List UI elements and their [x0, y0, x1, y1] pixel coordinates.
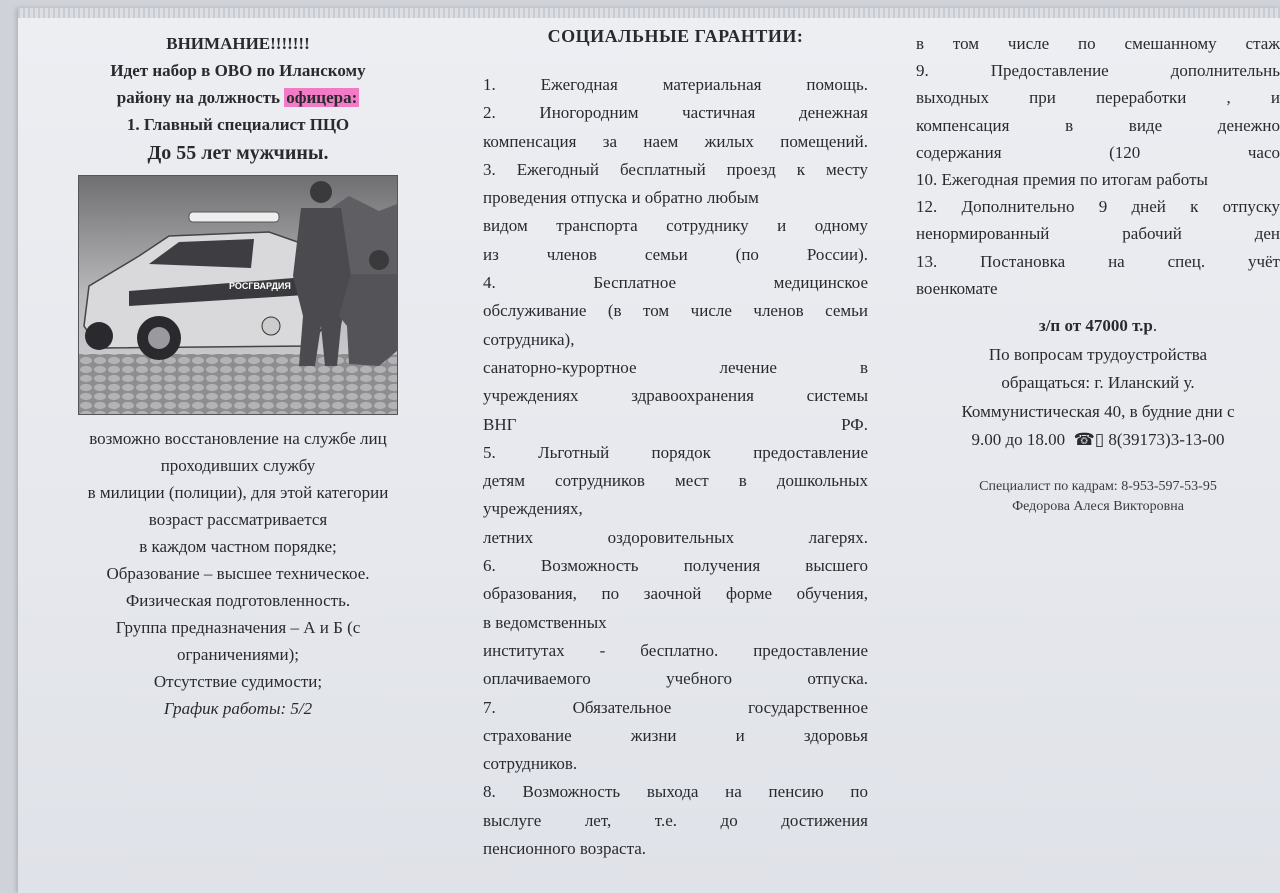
list-line: 7. Обязательное государственное	[483, 697, 868, 717]
recruit-line: Идет набор в ОВО по Иланскому	[110, 61, 366, 80]
hr-name: Федорова Алеся Викторовна	[1012, 498, 1184, 514]
list-line: учреждениях,	[483, 499, 583, 519]
office-hours: 9.00 до 18.00	[971, 430, 1066, 450]
work-schedule: График работы: 5/2	[163, 699, 313, 718]
list-line: 5. Льготный порядок предоставление	[483, 442, 868, 462]
body-line: в милиции (полиции), для этой категории	[87, 483, 389, 502]
list-line: обслуживание (в том числе членов семьи	[483, 301, 868, 321]
hours-phone-line: 9.00 до 18.00 ☎▯ 8(39173)3-13-00	[971, 430, 1225, 450]
list-line: компенсация за наем жилых помещений.	[483, 131, 868, 151]
body-line: возраст рассматривается	[148, 510, 328, 529]
contact-line: По вопросам трудоустройства	[988, 344, 1208, 364]
body-line: Группа предназначения – А и Б (с	[115, 618, 361, 637]
list-line: оплачиваемого учебного отпуска.	[483, 669, 868, 689]
list-line: военкомате	[916, 278, 998, 298]
list-line: компенсация в виде денежно	[916, 115, 1280, 135]
list-line: 1. Ежегодная материальная помощь.	[483, 75, 868, 94]
list-line: летних оздоровительных лагерях.	[483, 527, 868, 547]
salary-amount: з/п от 47000 т.р	[1038, 316, 1153, 336]
guarantees-title: СОЦИАЛЬНЫЕ ГАРАНТИИ:	[547, 26, 804, 46]
hr-contact	[916, 477, 1280, 517]
list-line: детям сотрудников мест в дошкольных	[483, 471, 868, 491]
left-column	[48, 30, 428, 722]
list-line: образования, по заочной форме обучения,	[483, 584, 868, 604]
list-line: видом транспорта сотруднику и одному	[483, 216, 868, 236]
body-line: Образование – высшее техническое.	[106, 564, 370, 583]
list-line: из членов семьи (по России).	[483, 244, 868, 264]
phone-number: 8(39173)3-13-00	[1108, 430, 1225, 450]
list-line: 3. Ежегодный бесплатный проезд к месту	[483, 159, 868, 179]
list-line: выслуге лет, т.е. до достижения	[483, 810, 868, 830]
list-line: проведения отпуска и обратно любым	[483, 188, 759, 208]
job-title: 1. Главный специалист ПЦО	[126, 115, 350, 134]
salary-line	[916, 312, 1280, 341]
list-line: ненормированный рабочий ден	[916, 224, 1280, 244]
contact-block	[916, 341, 1280, 455]
right-column	[916, 8, 1280, 517]
list-line: сотрудника),	[483, 329, 575, 349]
guarantees-continued	[916, 30, 1280, 302]
body-line: возможно восстановление на службе лиц	[89, 429, 387, 448]
contact-line: обращаться: г. Иланский у.	[1001, 373, 1195, 393]
vehicle-label: РОСГВАРДИЯ	[229, 281, 291, 291]
list-line: содержания (120 часо	[916, 142, 1280, 162]
age-requirement: До 55 лет мужчины.	[147, 142, 329, 164]
body-line: Физическая подготовленность.	[125, 591, 351, 610]
list-line: 4. Бесплатное медицинское	[483, 273, 868, 293]
list-line: институтах - бесплатно. предоставление	[483, 640, 868, 660]
list-line: сотрудников.	[483, 754, 578, 774]
list-line: ВНГ РФ.	[483, 414, 868, 434]
phone-icon: ☎	[1073, 430, 1095, 450]
officer-highlight: офицера:	[286, 88, 358, 107]
middle-column	[483, 8, 868, 863]
list-line: пенсионного возраста.	[483, 839, 647, 859]
list-line: 2. Иногородним частичная денежная	[483, 103, 868, 123]
list-line: санаторно-курортное лечение в	[483, 357, 868, 377]
attention-heading: ВНИМАНИЕ!!!!!!!	[166, 34, 310, 53]
list-line: 13. Постановка на спец. учёт	[916, 251, 1280, 271]
list-line: выходных при переработки , и	[916, 88, 1280, 108]
left-body	[48, 425, 428, 722]
position-line	[48, 84, 428, 111]
body-line: Отсутствие судимости;	[153, 672, 323, 691]
guarantees-list	[483, 71, 868, 863]
contact-line: Коммунистическая 40, в будние дни с	[961, 401, 1235, 421]
list-line: в том числе по смешанному стаж	[916, 34, 1280, 53]
list-line: 6. Возможность получения высшего	[483, 556, 868, 576]
rosgvardia-photo	[78, 175, 398, 415]
position-text: району на должность	[116, 88, 285, 107]
salary-dot: .	[1152, 316, 1158, 336]
list-line: 12. Дополнительно 9 дней к отпуску	[916, 197, 1280, 217]
body-line: в каждом частном порядке;	[139, 537, 337, 556]
list-line: учреждениях здравоохранения системы	[483, 386, 868, 406]
body-line: ограничениями);	[176, 645, 300, 664]
list-line: страхование жизни и здоровья	[483, 725, 868, 745]
poster-sheet	[18, 8, 1280, 893]
list-line: 10. Ежегодная премия по итогам работы	[916, 170, 1208, 190]
list-line: в ведомственных	[483, 612, 607, 632]
hr-phone: Специалист по кадрам: 8-953-597-53-95	[979, 478, 1217, 494]
list-line: 9. Предоставление дополнительнь	[916, 61, 1280, 81]
body-line: проходивших службу	[160, 456, 316, 475]
list-line: 8. Возможность выхода на пенсию по	[483, 782, 868, 802]
